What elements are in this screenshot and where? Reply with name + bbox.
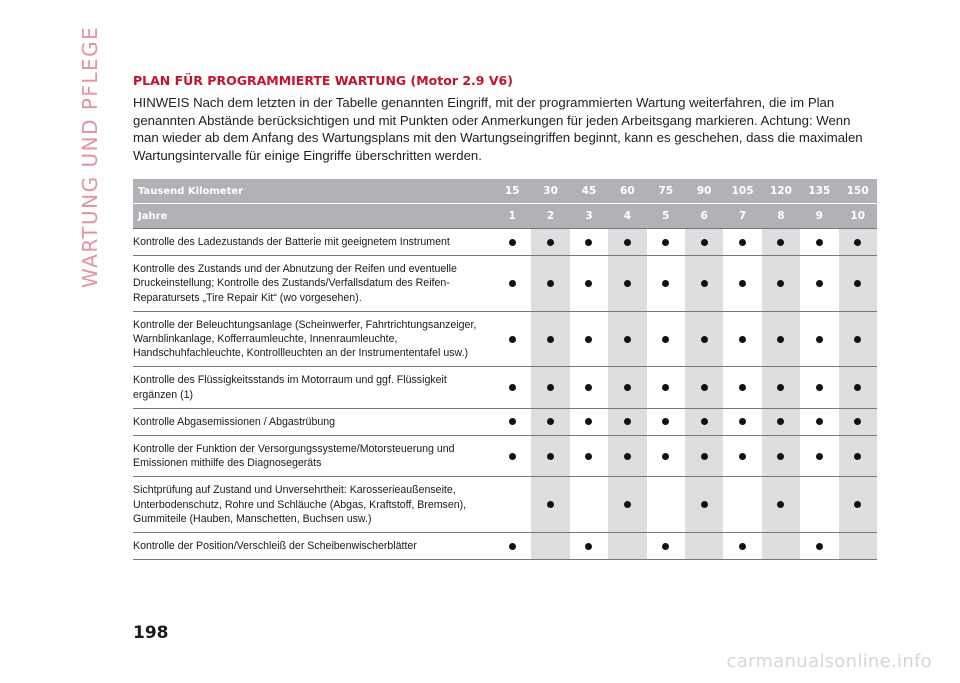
bullet-mark-icon <box>547 453 554 460</box>
bullet-mark-icon <box>777 239 784 246</box>
row-cell <box>723 477 761 532</box>
bullet-mark-icon <box>739 418 746 425</box>
row-cell <box>685 533 723 559</box>
header-row-km <box>133 179 877 204</box>
bullet-mark-icon <box>624 501 631 508</box>
bullet-mark-icon <box>701 239 708 246</box>
row-cell <box>839 312 877 367</box>
header-km-cell: 135 <box>808 185 831 197</box>
bullet-mark-icon <box>854 336 861 343</box>
bullet-mark-icon <box>662 453 669 460</box>
bullet-mark-icon <box>701 453 708 460</box>
bullet-mark-icon <box>662 336 669 343</box>
row-cell <box>531 409 569 435</box>
bullet-mark-icon <box>509 384 516 391</box>
bullet-mark-icon <box>739 543 746 550</box>
intro-paragraph: HINWEIS Nach dem letzten in der Tabelle genannten Eingriff, mit der programmierten Wartung weiterfahren, die im Plan genannten Abstände berücksichtigen und mit Punkten oder Anmerkungen für jeden Arbeitsgang markieren. Achtung: Wenn man wieder ab dem Anfang des Wartungsplans mit den Wartungseingriffen beginnt, kann es geschehen, dass die maximalen Wartungsintervalle für einige Eingriffe überschritten werden. <box>133 95 863 163</box>
page-title: PLAN FÜR PROGRAMMIERTE WARTUNG (Motor 2.9 V6) <box>133 73 513 88</box>
bullet-mark-icon <box>624 239 631 246</box>
bullet-mark-icon <box>624 280 631 287</box>
row-cell <box>608 477 646 532</box>
bullet-mark-icon <box>739 453 746 460</box>
bullet-mark-icon <box>739 384 746 391</box>
row-cell <box>570 436 608 476</box>
row-cell <box>685 229 723 255</box>
row-label: Kontrolle des Flüssigkeitsstands im Motorraum und ggf. Flüssigkeit ergänzen (1) <box>133 374 447 401</box>
maintenance-table <box>133 179 877 560</box>
row-cell <box>647 256 685 311</box>
header-km-cell: 15 <box>504 185 520 197</box>
row-label: Sichtprüfung auf Zustand und Unversehrtheit: Karosserieaußenseite, Unterbodenschutz, Rohre und Schläuche (Abgas, Kraftstoff, Bremsen), Gummiteile (Hauben, Manschetten, Buchsen usw.) <box>133 484 467 525</box>
row-cell <box>800 477 838 532</box>
bullet-mark-icon <box>624 453 631 460</box>
page-number: 198 <box>133 623 169 643</box>
bullet-mark-icon <box>777 336 784 343</box>
bullet-mark-icon <box>547 501 554 508</box>
header-row-years <box>133 204 877 228</box>
bullet-mark-icon <box>547 336 554 343</box>
bullet-mark-icon <box>816 543 823 550</box>
row-cell <box>839 367 877 407</box>
row-cell <box>800 229 838 255</box>
bullet-mark-icon <box>854 384 861 391</box>
row-cell <box>647 533 685 559</box>
row-cell <box>800 409 838 435</box>
bullet-mark-icon <box>585 418 592 425</box>
row-cell <box>531 533 569 559</box>
row-label: Kontrolle der Beleuchtungsanlage (Scheinwerfer, Fahrtrichtungsanzeiger, Warnblinkanlage, Kofferraumleuchte, Innenraumleuchte, Handschuhfachleuchte, Kontrollleuchten an der Instrumententafel usw.) <box>133 318 477 360</box>
row-cell <box>762 477 800 532</box>
bullet-mark-icon <box>816 418 823 425</box>
row-cell <box>800 256 838 311</box>
bullet-mark-icon <box>624 418 631 425</box>
row-cell <box>762 533 800 559</box>
row-cell <box>762 312 800 367</box>
row-cell <box>531 477 569 532</box>
bullet-mark-icon <box>739 239 746 246</box>
row-label: Kontrolle des Zustands und der Abnutzung der Reifen und eventuelle Druckeinstellung; Kontrolle des Zustands/Verfallsdatum des Reifen-Reparatursets „Tire Repair Kit“ (wo vorgesehen). <box>133 263 457 304</box>
row-cell <box>723 312 761 367</box>
bullet-mark-icon <box>585 543 592 550</box>
header-year-cell: 4 <box>623 210 632 222</box>
row-cell <box>839 533 877 559</box>
row-cell <box>723 409 761 435</box>
table-row <box>133 408 877 435</box>
row-cell <box>762 256 800 311</box>
row-cell <box>608 367 646 407</box>
row-cell <box>839 229 877 255</box>
bullet-mark-icon <box>547 418 554 425</box>
bullet-mark-icon <box>585 384 592 391</box>
bullet-mark-icon <box>701 418 708 425</box>
row-cell <box>570 367 608 407</box>
header-year-cell: 8 <box>777 210 785 222</box>
row-cell <box>608 229 646 255</box>
row-cell <box>647 436 685 476</box>
row-cell <box>800 367 838 407</box>
row-cell <box>647 367 685 407</box>
row-cell <box>493 367 531 407</box>
bullet-mark-icon <box>585 280 592 287</box>
row-label: Kontrolle des Ladezustands der Batterie mit geeignetem Instrument <box>133 236 450 248</box>
row-cell <box>800 312 838 367</box>
bullet-mark-icon <box>662 384 669 391</box>
bullet-mark-icon <box>624 384 631 391</box>
bullet-mark-icon <box>739 280 746 287</box>
bullet-mark-icon <box>854 239 861 246</box>
bullet-mark-icon <box>854 280 861 287</box>
row-cell <box>762 367 800 407</box>
row-cell <box>493 409 531 435</box>
row-cell <box>570 229 608 255</box>
table-row <box>133 476 877 532</box>
row-cell <box>685 409 723 435</box>
row-cell <box>608 436 646 476</box>
row-cell <box>800 436 838 476</box>
row-cell <box>608 256 646 311</box>
header-km-cell: 60 <box>620 185 635 197</box>
row-cell <box>723 533 761 559</box>
table-body <box>133 228 877 559</box>
table-row <box>133 255 877 311</box>
row-cell <box>685 256 723 311</box>
bullet-mark-icon <box>854 418 861 425</box>
row-cell <box>647 477 685 532</box>
bullet-mark-icon <box>701 336 708 343</box>
row-cell <box>647 229 685 255</box>
row-cell <box>493 436 531 476</box>
bullet-mark-icon <box>662 543 669 550</box>
row-cell <box>839 409 877 435</box>
bullet-mark-icon <box>662 239 669 246</box>
bullet-mark-icon <box>777 453 784 460</box>
row-cell <box>647 409 685 435</box>
bullet-mark-icon <box>624 336 631 343</box>
bullet-mark-icon <box>816 453 823 460</box>
bullet-mark-icon <box>585 239 592 246</box>
bullet-mark-icon <box>509 239 516 246</box>
bullet-mark-icon <box>509 453 516 460</box>
bullet-mark-icon <box>739 336 746 343</box>
row-cell <box>723 229 761 255</box>
row-cell <box>723 256 761 311</box>
row-cell <box>570 312 608 367</box>
row-cell <box>762 229 800 255</box>
table-row <box>133 435 877 476</box>
header-year-cell: 10 <box>850 210 866 222</box>
row-cell <box>839 477 877 532</box>
header-km-cell: 90 <box>696 185 712 197</box>
bullet-mark-icon <box>777 280 784 287</box>
row-cell <box>570 533 608 559</box>
section-side-label: WARTUNG UND PFLEGE <box>78 25 102 288</box>
row-label: Kontrolle Abgasemissionen / Abgastrübung <box>133 415 336 428</box>
row-label: Kontrolle der Funktion der Versorgungssysteme/Motorsteuerung und Emissionen mithilfe des Diagnosegeräts <box>133 443 455 470</box>
row-label: Kontrolle der Position/Verschleiß der Scheibenwischerblätter <box>133 540 417 553</box>
row-cell <box>723 436 761 476</box>
bullet-mark-icon <box>662 280 669 287</box>
bullet-mark-icon <box>547 280 554 287</box>
bullet-mark-icon <box>662 418 669 425</box>
bullet-mark-icon <box>854 501 861 508</box>
header-km-cell: 30 <box>543 185 558 197</box>
bullet-mark-icon <box>816 239 823 246</box>
bullet-mark-icon <box>547 384 554 391</box>
watermark: carmanualsonline.info <box>726 651 932 672</box>
row-cell <box>800 533 838 559</box>
header-years-label: Jahre <box>138 210 168 222</box>
bullet-mark-icon <box>585 453 592 460</box>
bullet-mark-icon <box>854 453 861 460</box>
row-cell <box>493 312 531 367</box>
table-row <box>133 532 877 559</box>
bullet-mark-icon <box>701 501 708 508</box>
row-cell <box>685 436 723 476</box>
row-cell <box>570 256 608 311</box>
table-row <box>133 366 877 407</box>
bullet-mark-icon <box>777 384 784 391</box>
row-cell <box>570 409 608 435</box>
bullet-mark-icon <box>777 501 784 508</box>
row-cell <box>762 409 800 435</box>
bullet-mark-icon <box>816 280 823 287</box>
header-km-cell: 105 <box>731 185 754 197</box>
bullet-mark-icon <box>509 418 516 425</box>
bullet-mark-icon <box>701 280 708 287</box>
row-cell <box>839 436 877 476</box>
row-cell <box>493 256 531 311</box>
row-cell <box>570 477 608 532</box>
bullet-mark-icon <box>509 543 516 550</box>
header-km-cell: 45 <box>581 185 597 197</box>
header-km-label: Tausend Kilometer <box>138 185 244 197</box>
bullet-mark-icon <box>585 336 592 343</box>
row-cell <box>531 312 569 367</box>
row-cell <box>685 477 723 532</box>
header-year-cell: 7 <box>738 210 747 222</box>
row-cell <box>531 256 569 311</box>
row-cell <box>493 533 531 559</box>
header-km-cell: 150 <box>846 185 869 197</box>
row-cell <box>531 367 569 407</box>
bullet-mark-icon <box>816 336 823 343</box>
header-year-cell: 2 <box>546 210 555 222</box>
row-cell <box>608 533 646 559</box>
row-cell <box>493 229 531 255</box>
bullet-mark-icon <box>509 280 516 287</box>
header-year-cell: 1 <box>508 210 516 222</box>
row-cell <box>839 256 877 311</box>
bullet-mark-icon <box>547 239 554 246</box>
row-cell <box>608 312 646 367</box>
row-cell <box>685 367 723 407</box>
header-km-cell: 120 <box>769 185 792 197</box>
row-cell <box>531 229 569 255</box>
header-year-cell: 9 <box>815 210 823 222</box>
bullet-mark-icon <box>701 384 708 391</box>
row-cell <box>608 409 646 435</box>
table-row <box>133 228 877 255</box>
row-cell <box>493 477 531 532</box>
row-cell <box>762 436 800 476</box>
row-cell <box>531 436 569 476</box>
row-cell <box>723 367 761 407</box>
header-km-cell: 75 <box>658 185 674 197</box>
bullet-mark-icon <box>816 384 823 391</box>
header-year-cell: 6 <box>700 210 708 222</box>
bullet-mark-icon <box>777 418 784 425</box>
bullet-mark-icon <box>509 336 516 343</box>
row-cell <box>685 312 723 367</box>
header-year-cell: 3 <box>585 210 593 222</box>
row-cell <box>647 312 685 367</box>
table-row <box>133 311 877 367</box>
header-year-cell: 5 <box>662 210 670 222</box>
